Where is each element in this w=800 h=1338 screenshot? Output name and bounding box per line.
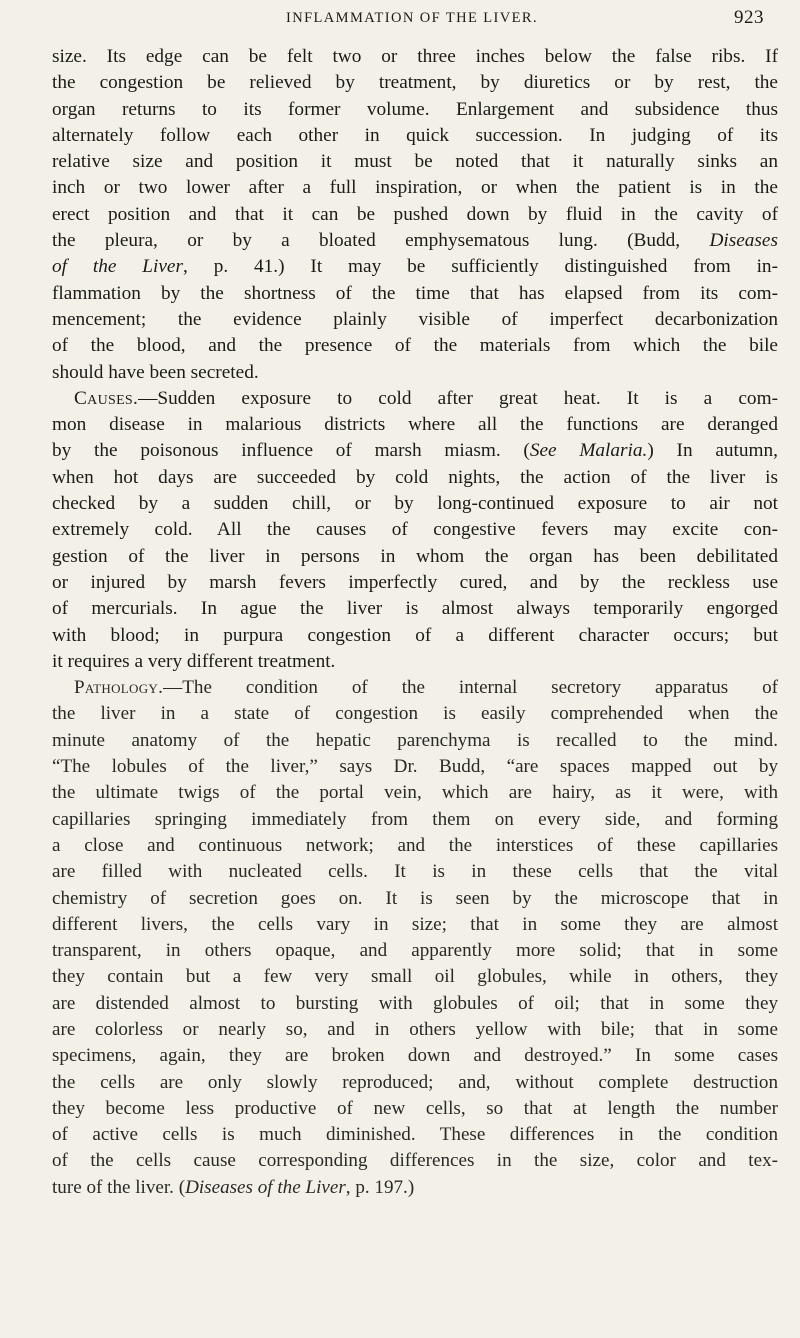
text-line: the cells are only slowly reproduced; and, without complete destruction bbox=[52, 1071, 778, 1093]
text-line: ture of the liver. (Diseases of the Liver, p. 197.) bbox=[52, 1176, 415, 1198]
text-line: of the Liver, p. 41.) It may be sufficiently distinguished from in- bbox=[52, 256, 778, 278]
section-heading: Causes. bbox=[74, 387, 139, 409]
text-line: inch or two lower after a full inspiration, or when the patient is in the bbox=[52, 177, 778, 199]
text-line: capillaries springing immediately from them on every side, and forming bbox=[52, 808, 778, 830]
italic-phrase: See Malaria. bbox=[529, 440, 648, 462]
italic-phrase: Diseases of the Liver bbox=[185, 1176, 346, 1198]
text-line: of the blood, and the presence of the materials from which the bile bbox=[52, 335, 778, 357]
body-text bbox=[52, 44, 778, 1201]
text-line: it requires a very different treatment. bbox=[52, 650, 336, 672]
text-line: with blood; in purpura congestion of a different character occurs; but bbox=[52, 624, 778, 646]
text-line: they contain but a few very small oil globules, while in others, they bbox=[52, 966, 778, 988]
text-line: a close and continuous network; and the interstices of these capillaries bbox=[52, 834, 778, 856]
pathology-section bbox=[52, 675, 778, 1201]
text-line: erect position and that it can be pushed down by fluid in the cavity of bbox=[52, 203, 778, 225]
text-line: Pathology.—The condition of the internal secretory apparatus of bbox=[74, 677, 778, 699]
text-line: when hot days are succeeded by cold nights, the action of the liver is bbox=[52, 466, 778, 488]
text-line: the pleura, or by a bloated emphysematous lung. (Budd, Diseases bbox=[52, 230, 778, 252]
text-line: different livers, the cells vary in size; that in some they are almost bbox=[52, 913, 778, 935]
text-line: by the poisonous influence of marsh miasm. (See Malaria.) In autumn, bbox=[52, 440, 778, 462]
text-line: should have been secreted. bbox=[52, 361, 259, 383]
running-head bbox=[60, 6, 764, 34]
text-line: relative size and position it must be noted that it naturally sinks an bbox=[52, 151, 778, 173]
text-line: of the cells cause corresponding differences in the size, color and tex- bbox=[52, 1150, 778, 1172]
text-line: the liver in a state of congestion is easily comprehended when the bbox=[52, 703, 778, 725]
text-line: the congestion be relieved by treatment, by diuretics or by rest, the bbox=[52, 72, 778, 94]
text-line: size. Its edge can be felt two or three inches below the false ribs. If bbox=[52, 46, 778, 67]
text-line: mon disease in malarious districts where all the functions are deranged bbox=[52, 414, 778, 436]
text-line: alternately follow each other in quick succession. In judging of its bbox=[52, 124, 778, 146]
text-line: of mercurials. In ague the liver is almost always temporarily engorged bbox=[52, 598, 778, 620]
text-line: are colorless or nearly so, and in others yellow with bile; that in some bbox=[52, 1018, 778, 1040]
text-line: organ returns to its former volume. Enlargement and subsidence thus bbox=[52, 98, 778, 120]
text-line: the ultimate twigs of the portal vein, which are hairy, as it were, with bbox=[52, 782, 778, 804]
text-line: mencement; the evidence plainly visible of imperfect decarbonization bbox=[52, 308, 778, 330]
text-line: flammation by the shortness of the time that has elapsed from its com- bbox=[52, 282, 778, 304]
text-line: of active cells is much diminished. These differences in the condition bbox=[52, 1124, 778, 1146]
italic-phrase: of the Liver bbox=[52, 256, 183, 278]
text-line: chemistry of secretion goes on. It is seen by the microscope that in bbox=[52, 887, 778, 909]
text-line: extremely cold. All the causes of congestive fevers may excite con- bbox=[52, 519, 778, 541]
text-line: they become less productive of new cells, so that at length the number bbox=[52, 1097, 778, 1119]
text-line: are filled with nucleated cells. It is in these cells that the vital bbox=[52, 861, 778, 883]
text-line: are distended almost to bursting with globules of oil; that in some they bbox=[52, 992, 778, 1014]
text-line: checked by a sudden chill, or by long-continued exposure to air not bbox=[52, 493, 778, 515]
text-line: gestion of the liver in persons in whom the organ has been debilitated bbox=[52, 545, 778, 567]
page-number: 923 bbox=[734, 7, 764, 28]
text-line: minute anatomy of the hepatic parenchyma is recalled to the mind. bbox=[52, 729, 778, 751]
text-line: transparent, in others opaque, and apparently more solid; that in some bbox=[52, 940, 778, 962]
text-line: or injured by marsh fevers imperfectly cured, and by the reckless use bbox=[52, 571, 778, 593]
text-line: “The lobules of the liver,” says Dr. Budd, “are spaces mapped out by bbox=[52, 756, 778, 778]
section-heading: Pathology. bbox=[74, 677, 164, 699]
text-line: specimens, again, they are broken down and destroyed.” In some cases bbox=[52, 1045, 778, 1067]
italic-phrase: Diseases bbox=[709, 230, 778, 252]
text-line: Causes.—Sudden exposure to cold after great heat. It is a com- bbox=[74, 387, 778, 409]
running-title: INFLAMMATION OF THE LIVER. bbox=[285, 10, 539, 26]
